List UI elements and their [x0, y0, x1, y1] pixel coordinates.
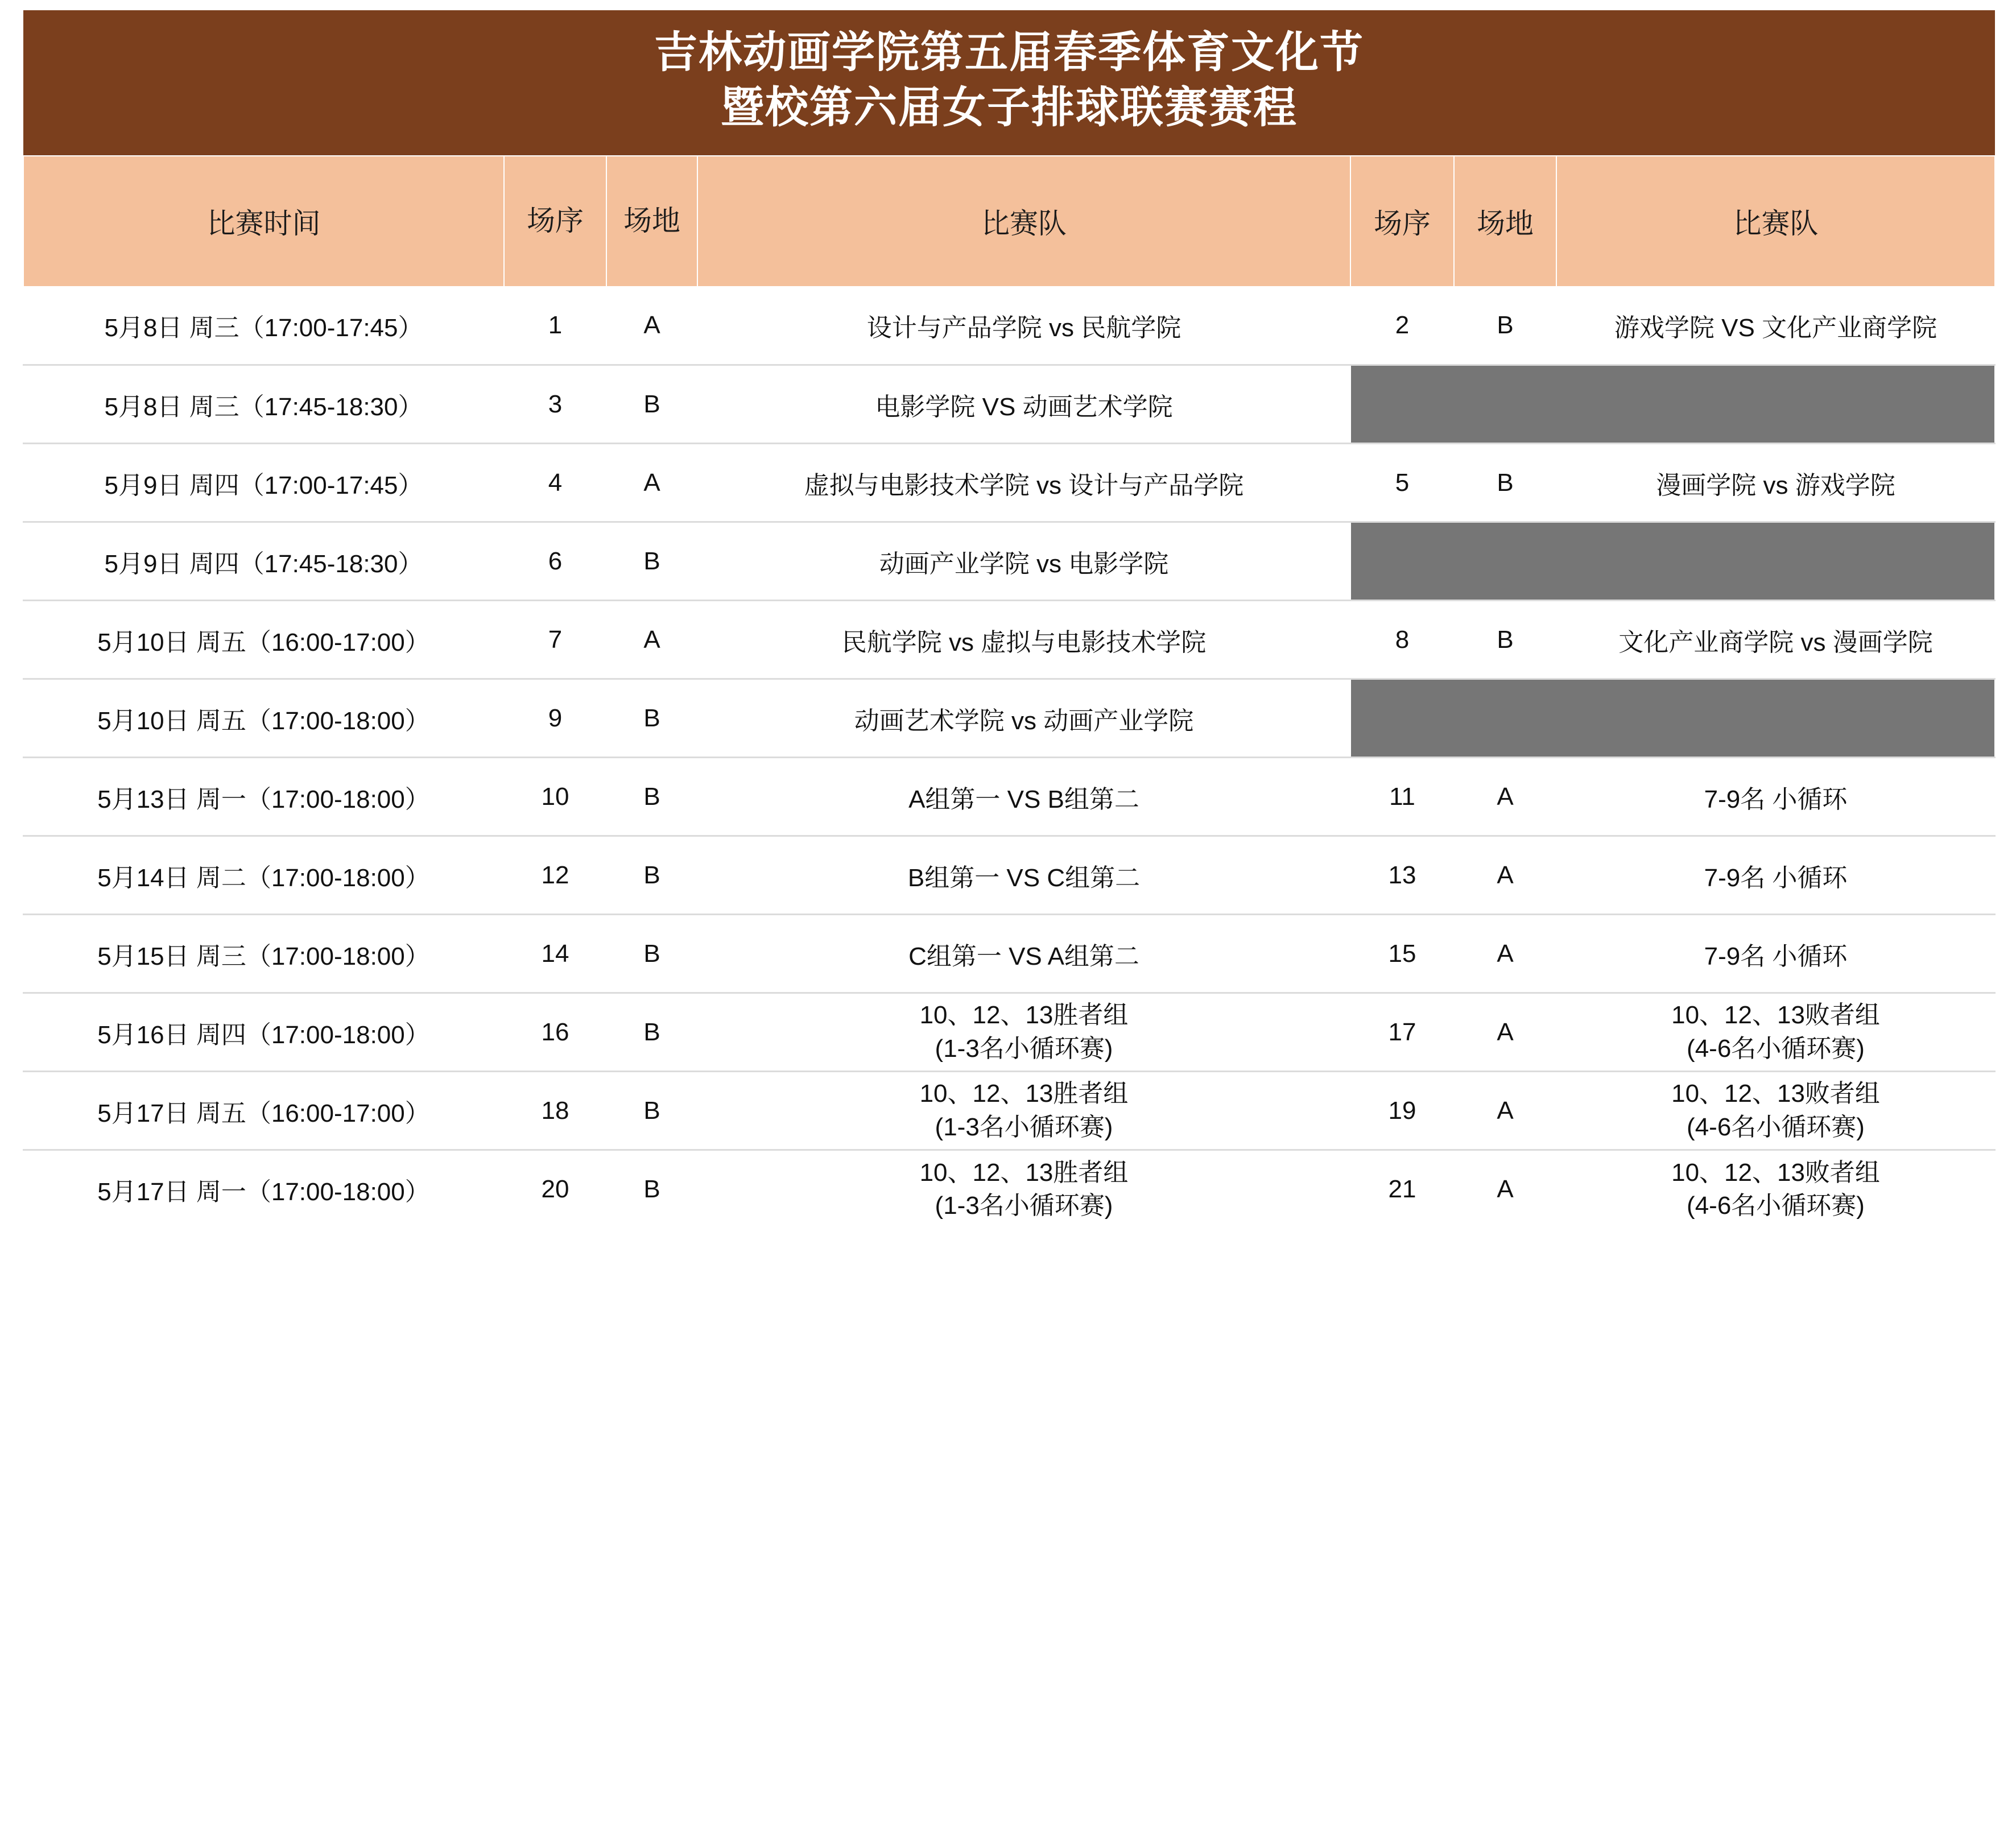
column-header-team-2: 比赛队 [1556, 156, 1995, 287]
cell-order-1: 7 [504, 601, 606, 679]
column-header-court-2: 场地 [1454, 156, 1556, 287]
cell-team-1 [697, 1072, 1350, 1150]
cell-team-2 [1556, 993, 1995, 1072]
cell-match-time: 5月16日 周四（17:00-18:00） [23, 993, 504, 1072]
cell-order-2: 15 [1350, 915, 1454, 993]
cell-line-2: (1-3名小循环赛) [935, 1191, 1113, 1220]
table-row [23, 365, 1995, 444]
cell-order-2: 11 [1350, 758, 1454, 836]
schedule-table [23, 10, 1996, 1229]
cell-order-1: 6 [504, 522, 606, 601]
cell-court-1: B [606, 836, 697, 915]
cell-team-2: 7-9名 小循环 [1556, 915, 1995, 993]
column-header-order-2: 场序 [1350, 156, 1454, 287]
cell-order-1: 20 [504, 1150, 606, 1229]
cell-order-1: 18 [504, 1072, 606, 1150]
cell-court-1: B [606, 365, 697, 444]
cell-team-2: 漫画学院 vs 游戏学院 [1556, 444, 1995, 522]
table-row [23, 836, 1995, 915]
cell-court-2: A [1454, 915, 1556, 993]
title-line-1: 吉林动画学院第五届春季体育文化节 [654, 28, 1364, 77]
cell-line-2: (4-6名小循环赛) [1687, 1113, 1865, 1141]
cell-order-1: 3 [504, 365, 606, 444]
cell-order-2: 19 [1350, 1072, 1454, 1150]
cell-line-1: 10、12、13败者组 [1671, 1080, 1880, 1108]
cell-line-1: 10、12、13胜者组 [919, 1158, 1129, 1187]
cell-match-time: 5月13日 周一（17:00-18:00） [23, 758, 504, 836]
cell-match-time: 5月10日 周五（17:00-18:00） [23, 679, 504, 758]
cell-team-1: 虚拟与电影技术学院 vs 设计与产品学院 [697, 444, 1350, 522]
table-row [23, 1072, 1995, 1150]
cell-court-2: B [1454, 601, 1556, 679]
cell-team-1: 设计与产品学院 vs 民航学院 [697, 287, 1350, 365]
cell-team-2 [1556, 1150, 1995, 1229]
table-row [23, 758, 1995, 836]
cell-match-time: 5月14日 周二（17:00-18:00） [23, 836, 504, 915]
table-row [23, 522, 1995, 601]
cell-match-time: 5月17日 周五（16:00-17:00） [23, 1072, 504, 1150]
header-row [23, 156, 1995, 287]
cell-court-2: A [1454, 1072, 1556, 1150]
cell-court-1: B [606, 679, 697, 758]
cell-team-1: 民航学院 vs 虚拟与电影技术学院 [697, 601, 1350, 679]
title-line-2: 暨校第六届女子排球联赛赛程 [721, 84, 1298, 133]
page-title [23, 10, 1995, 156]
cell-blocked [1350, 522, 1995, 601]
cell-match-time: 5月8日 周三（17:00-17:45） [23, 287, 504, 365]
cell-order-1: 10 [504, 758, 606, 836]
cell-team-1: 动画艺术学院 vs 动画产业学院 [697, 679, 1350, 758]
cell-order-2: 21 [1350, 1150, 1454, 1229]
cell-team-2: 7-9名 小循环 [1556, 758, 1995, 836]
cell-court-2: B [1454, 287, 1556, 365]
cell-team-1: 动画产业学院 vs 电影学院 [697, 522, 1350, 601]
cell-court-1: B [606, 522, 697, 601]
cell-blocked [1350, 365, 1995, 444]
table-row [23, 1150, 1995, 1229]
table-body [23, 287, 1995, 1229]
cell-court-1: B [606, 915, 697, 993]
cell-court-1: B [606, 1150, 697, 1229]
cell-court-1: B [606, 1072, 697, 1150]
cell-line-2: (4-6名小循环赛) [1687, 1034, 1865, 1063]
cell-order-2: 8 [1350, 601, 1454, 679]
cell-line-1: 10、12、13胜者组 [919, 1001, 1129, 1030]
table-row [23, 993, 1995, 1072]
title-row [23, 10, 1995, 156]
cell-team-2: 游戏学院 VS 文化产业商学院 [1556, 287, 1995, 365]
cell-blocked [1350, 679, 1995, 758]
cell-line-1: 10、12、13败者组 [1671, 1158, 1880, 1187]
cell-match-time: 5月10日 周五（16:00-17:00） [23, 601, 504, 679]
table-row [23, 444, 1995, 522]
cell-team-1: B组第一 VS C组第二 [697, 836, 1350, 915]
cell-team-2: 7-9名 小循环 [1556, 836, 1995, 915]
cell-order-1: 16 [504, 993, 606, 1072]
cell-order-2: 17 [1350, 993, 1454, 1072]
column-header-time: 比赛时间 [23, 156, 504, 287]
table-row [23, 601, 1995, 679]
cell-match-time: 5月8日 周三（17:45-18:30） [23, 365, 504, 444]
cell-order-2: 2 [1350, 287, 1454, 365]
cell-line-2: (4-6名小循环赛) [1687, 1191, 1865, 1220]
cell-order-1: 4 [504, 444, 606, 522]
table-row [23, 287, 1995, 365]
cell-team-2: 文化产业商学院 vs 漫画学院 [1556, 601, 1995, 679]
cell-match-time: 5月17日 周一（17:00-18:00） [23, 1150, 504, 1229]
cell-court-2: A [1454, 1150, 1556, 1229]
cell-team-1: A组第一 VS B组第二 [697, 758, 1350, 836]
cell-order-2: 13 [1350, 836, 1454, 915]
cell-team-2 [1556, 1072, 1995, 1150]
cell-court-1: B [606, 993, 697, 1072]
cell-court-2: A [1454, 836, 1556, 915]
table-row [23, 679, 1995, 758]
cell-court-2: A [1454, 993, 1556, 1072]
column-header-team-1: 比赛队 [697, 156, 1350, 287]
cell-order-1: 9 [504, 679, 606, 758]
cell-order-2: 5 [1350, 444, 1454, 522]
cell-order-1: 1 [504, 287, 606, 365]
table-row [23, 915, 1995, 993]
cell-team-1 [697, 993, 1350, 1072]
cell-court-1: A [606, 287, 697, 365]
cell-court-2: B [1454, 444, 1556, 522]
cell-line-1: 10、12、13败者组 [1671, 1001, 1880, 1030]
cell-court-1: A [606, 601, 697, 679]
cell-line-2: (1-3名小循环赛) [935, 1113, 1113, 1141]
cell-team-1: C组第一 VS A组第二 [697, 915, 1350, 993]
cell-line-2: (1-3名小循环赛) [935, 1034, 1113, 1063]
cell-team-1 [697, 1150, 1350, 1229]
cell-order-1: 14 [504, 915, 606, 993]
cell-match-time: 5月9日 周四（17:45-18:30） [23, 522, 504, 601]
table-head [23, 10, 1995, 287]
cell-line-1: 10、12、13胜者组 [919, 1080, 1129, 1108]
cell-court-1: B [606, 758, 697, 836]
column-header-order-1: 场序 [504, 156, 606, 287]
cell-match-time: 5月15日 周三（17:00-18:00） [23, 915, 504, 993]
cell-court-2: A [1454, 758, 1556, 836]
cell-order-1: 12 [504, 836, 606, 915]
cell-court-1: A [606, 444, 697, 522]
column-header-court-1: 场地 [606, 156, 697, 287]
cell-team-1: 电影学院 VS 动画艺术学院 [697, 365, 1350, 444]
cell-match-time: 5月9日 周四（17:00-17:45） [23, 444, 504, 522]
